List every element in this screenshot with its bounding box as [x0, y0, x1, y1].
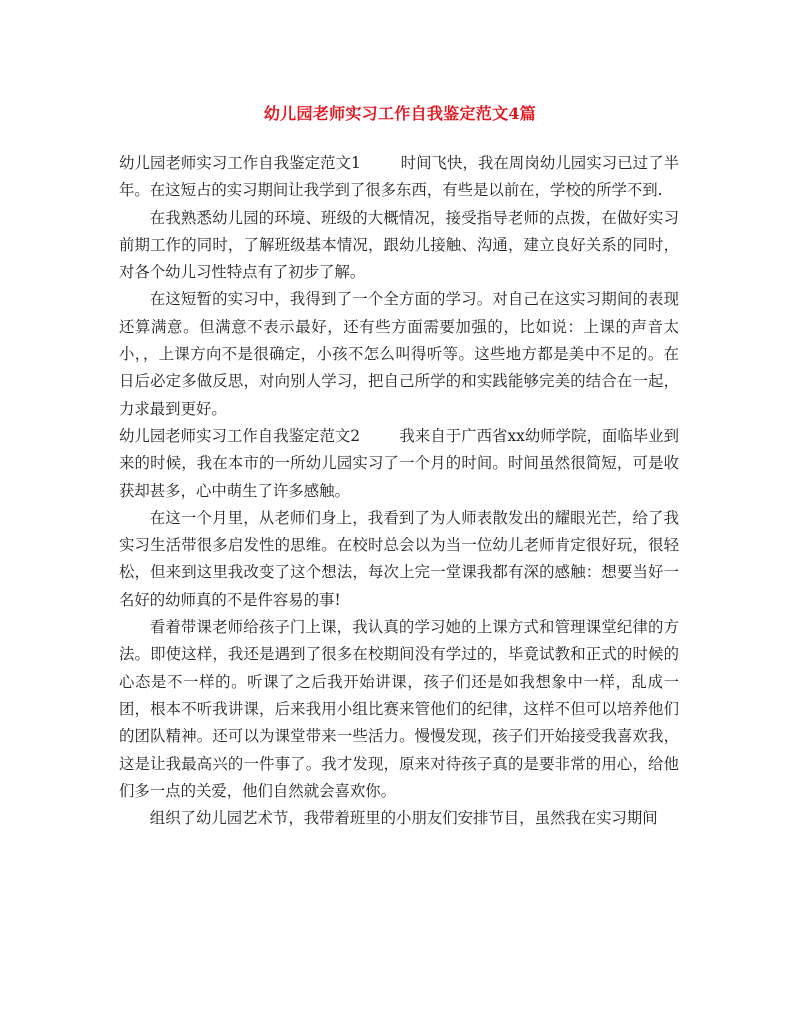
section-2-heading: 幼儿园老师实习工作自我鉴定范文2 [119, 426, 361, 445]
paragraph: 在这短暂的实习中，我得到了一个全方面的学习。对自己在这实习期间的表现还算满意。但满意不表示最好，还有些方面需要加强的，比如说：上课的声音太小，，上课方向不是很确定，小孩不怎么叫得听等。这些地方都是美中不足的。在日后必定多做反思，对向别人学习，把自己所学的和实践能够完美的结合在一起，力求最到更好。 [119, 290, 679, 418]
section-2-first-paragraph [119, 423, 679, 505]
section-1-heading: 幼儿园老师实习工作自我鉴定范文1 [119, 154, 361, 172]
paragraph: 在我熟悉幼儿园的环境、班级的大概情况，接受指导老师的点拨，在做好实习前期工作的同时，了解班级基本情况，跟幼儿接触、沟通，建立良好关系的同时，对各个幼儿习性特点有了初步了解。 [119, 208, 679, 282]
paragraph-text: 我来自于广西省xx幼师学院，面临毕业到来的时候，我在本市的一所幼儿园实习了一个月的时间。时间虽然很简短，可是收获却甚多，心中萌生了许多感触。 [119, 426, 680, 500]
document-body [119, 150, 679, 832]
paragraph: 在这一个月里，从老师们身上，我看到了为人师表散发出的耀眼光芒，给了我实习生活带很多启发性的思维。在校时总会以为当一位幼儿老师肯定很好玩，很轻松，但来到这里我改变了这个想法，每次上完一堂课我都有深的感触：想要当好一名好的幼师真的不是件容易的事! [119, 508, 679, 609]
document-title: 幼儿园老师实习工作自我鉴定范文4篇 [263, 104, 537, 123]
paragraph-text: 时间飞快，我在周岗幼儿园实习已过了半年。在这短占的实习期间让我学到了很多东西，有些是以前在，学校的所学不到. [119, 154, 679, 200]
section-1-first-paragraph [119, 150, 679, 205]
paragraph: 组织了幼儿园艺术节，我带着班里的小朋友们安排节目，虽然我在实习期间 [149, 809, 658, 828]
paragraph: 看着带课老师给孩子门上课，我认真的学习她的上课方式和管理课堂纪律的方法。即使这样，我还是遇到了很多在校期间没有学过的，毕竟试教和正式的时候的心态是不一样的。听课了之后我开始讲课，孩子们还是如我想象中一样，乱成一团，根本不听我讲课，后来我用小组比赛来管他们的纪律，这样不但可以培养他们的团队精神。还可以为课堂带来一些活力。慢慢发现，孩子们开始接受我喜欢我，这是让我最高兴的一件事了。我才发现，原来对待孩子真的是要非常的用心，给他们多一点的关爱，他们自然就会喜欢你。 [119, 618, 679, 800]
